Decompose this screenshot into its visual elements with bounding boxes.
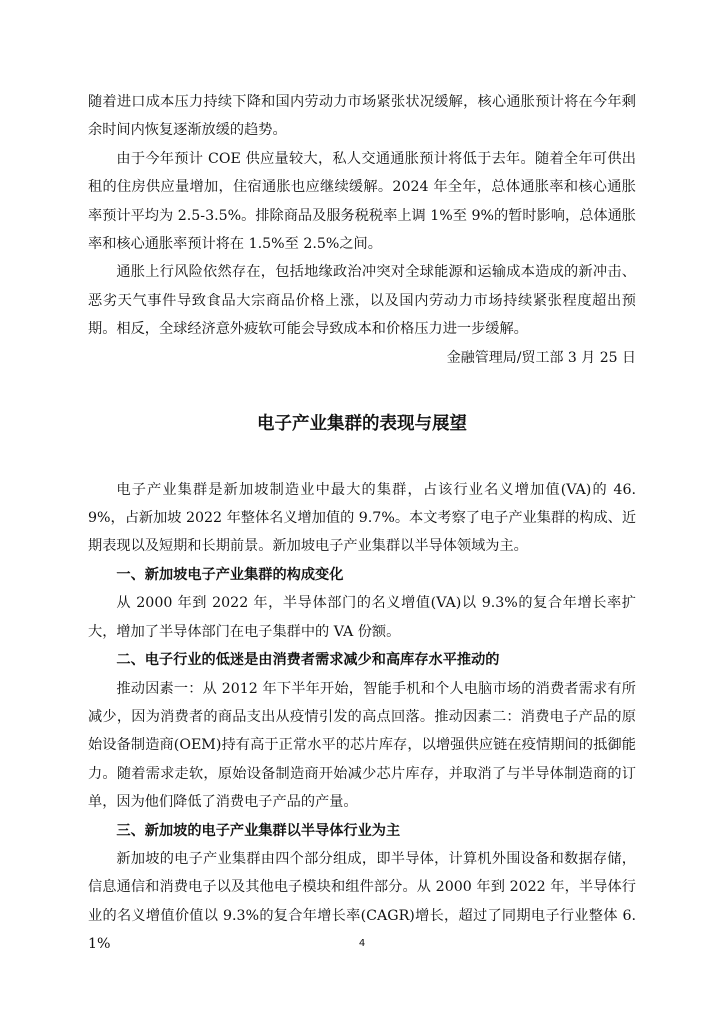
paragraph-inflation-risks: 通胀上行风险依然存在，包括地缘政治冲突对全球能源和运输成本造成的新冲击、恶劣天气事件导致食品大宗商品价格上涨，以及国内劳动力市场持续紧张程度超出预期。相反，全球经济意外疲软可能会导致成本和价格压力进一步缓解。 [88,264,636,338]
paragraph-core-inflation: 随着进口成本压力持续下降和国内劳动力市场紧张状况缓解，核心通胀预计将在今年剩余时间内恢复逐渐放缓的趋势。 [88,94,636,139]
article-title: 电子产业集群的表现与展望 [257,413,467,434]
page-content [88,88,636,959]
section-heading-3: 三、新加坡的电子产业集群以半导体行业为主 [116,822,401,839]
section-heading-1: 一、新加坡电子产业集群的构成变化 [116,566,344,583]
section-paragraph-3: 新加坡的电子产业集群由四个部分组成，即半导体，计算机外围设备和数据存储，信息通信和消费电子以及其他电子模块和组件部分。从 2000 年到 2022 年，半导体行业的名义增值价值以 9.3%的复合年增长率(CAGR)增长，超过了同期电子行业整体 6.1% [88,850,636,953]
page-number: 4 [358,938,366,949]
section-paragraph-1: 从 2000 年到 2022 年，半导体部门的名义增值(VA)以 9.3%的复合年增长率扩大，增加了半导体部门在电子集群中的 VA 份额。 [88,595,636,640]
signature-line: 金融管理局/贸工部 3 月 25 日 [446,349,636,366]
section-paragraph-2: 推动因素一：从 2012 年下半年开始，智能手机和个人电脑市场的消费者需求有所减少，因为消费者的商品支出从疫情引发的高点回落。推动因素二：消费电子产品的原始设备制造商(OEM)持有高于正常水平的芯片库存，以增强供应链在疫情期间的抵御能力。随着需求走软，原始设备制造商开始减少芯片库存，并取消了与半导体制造商的订单，因为他们降低了消费电子产品的产量。 [88,680,636,811]
section-heading-2: 二、电子行业的低迷是由消费者需求减少和高库存水平推动的 [116,652,500,669]
paragraph-intro: 电子产业集群是新加坡制造业中最大的集群，占该行业名义增加值(VA)的 46.9%，占新加坡 2022 年整体名义增加值的 9.7%。本文考察了电子产业集群的构成、近期表现以及短期和长期前景。新加坡电子产业集群以半导体领域为主。 [88,481,637,555]
paragraph-coe-inflation: 由于今年预计 COE 供应量较大，私人交通通胀预计将低于去年。随着全年可供出租的住房供应量增加，住宿通胀也应继续缓解。2024 年全年，总体通胀率和核心通胀率预计平均为 2.5-3.5%。排除商品及服务税税率上调 1%至 9%的暂时影响，总体通胀率和核心通胀率预计将在 1.5%至 2.5%之间。 [88,150,636,253]
